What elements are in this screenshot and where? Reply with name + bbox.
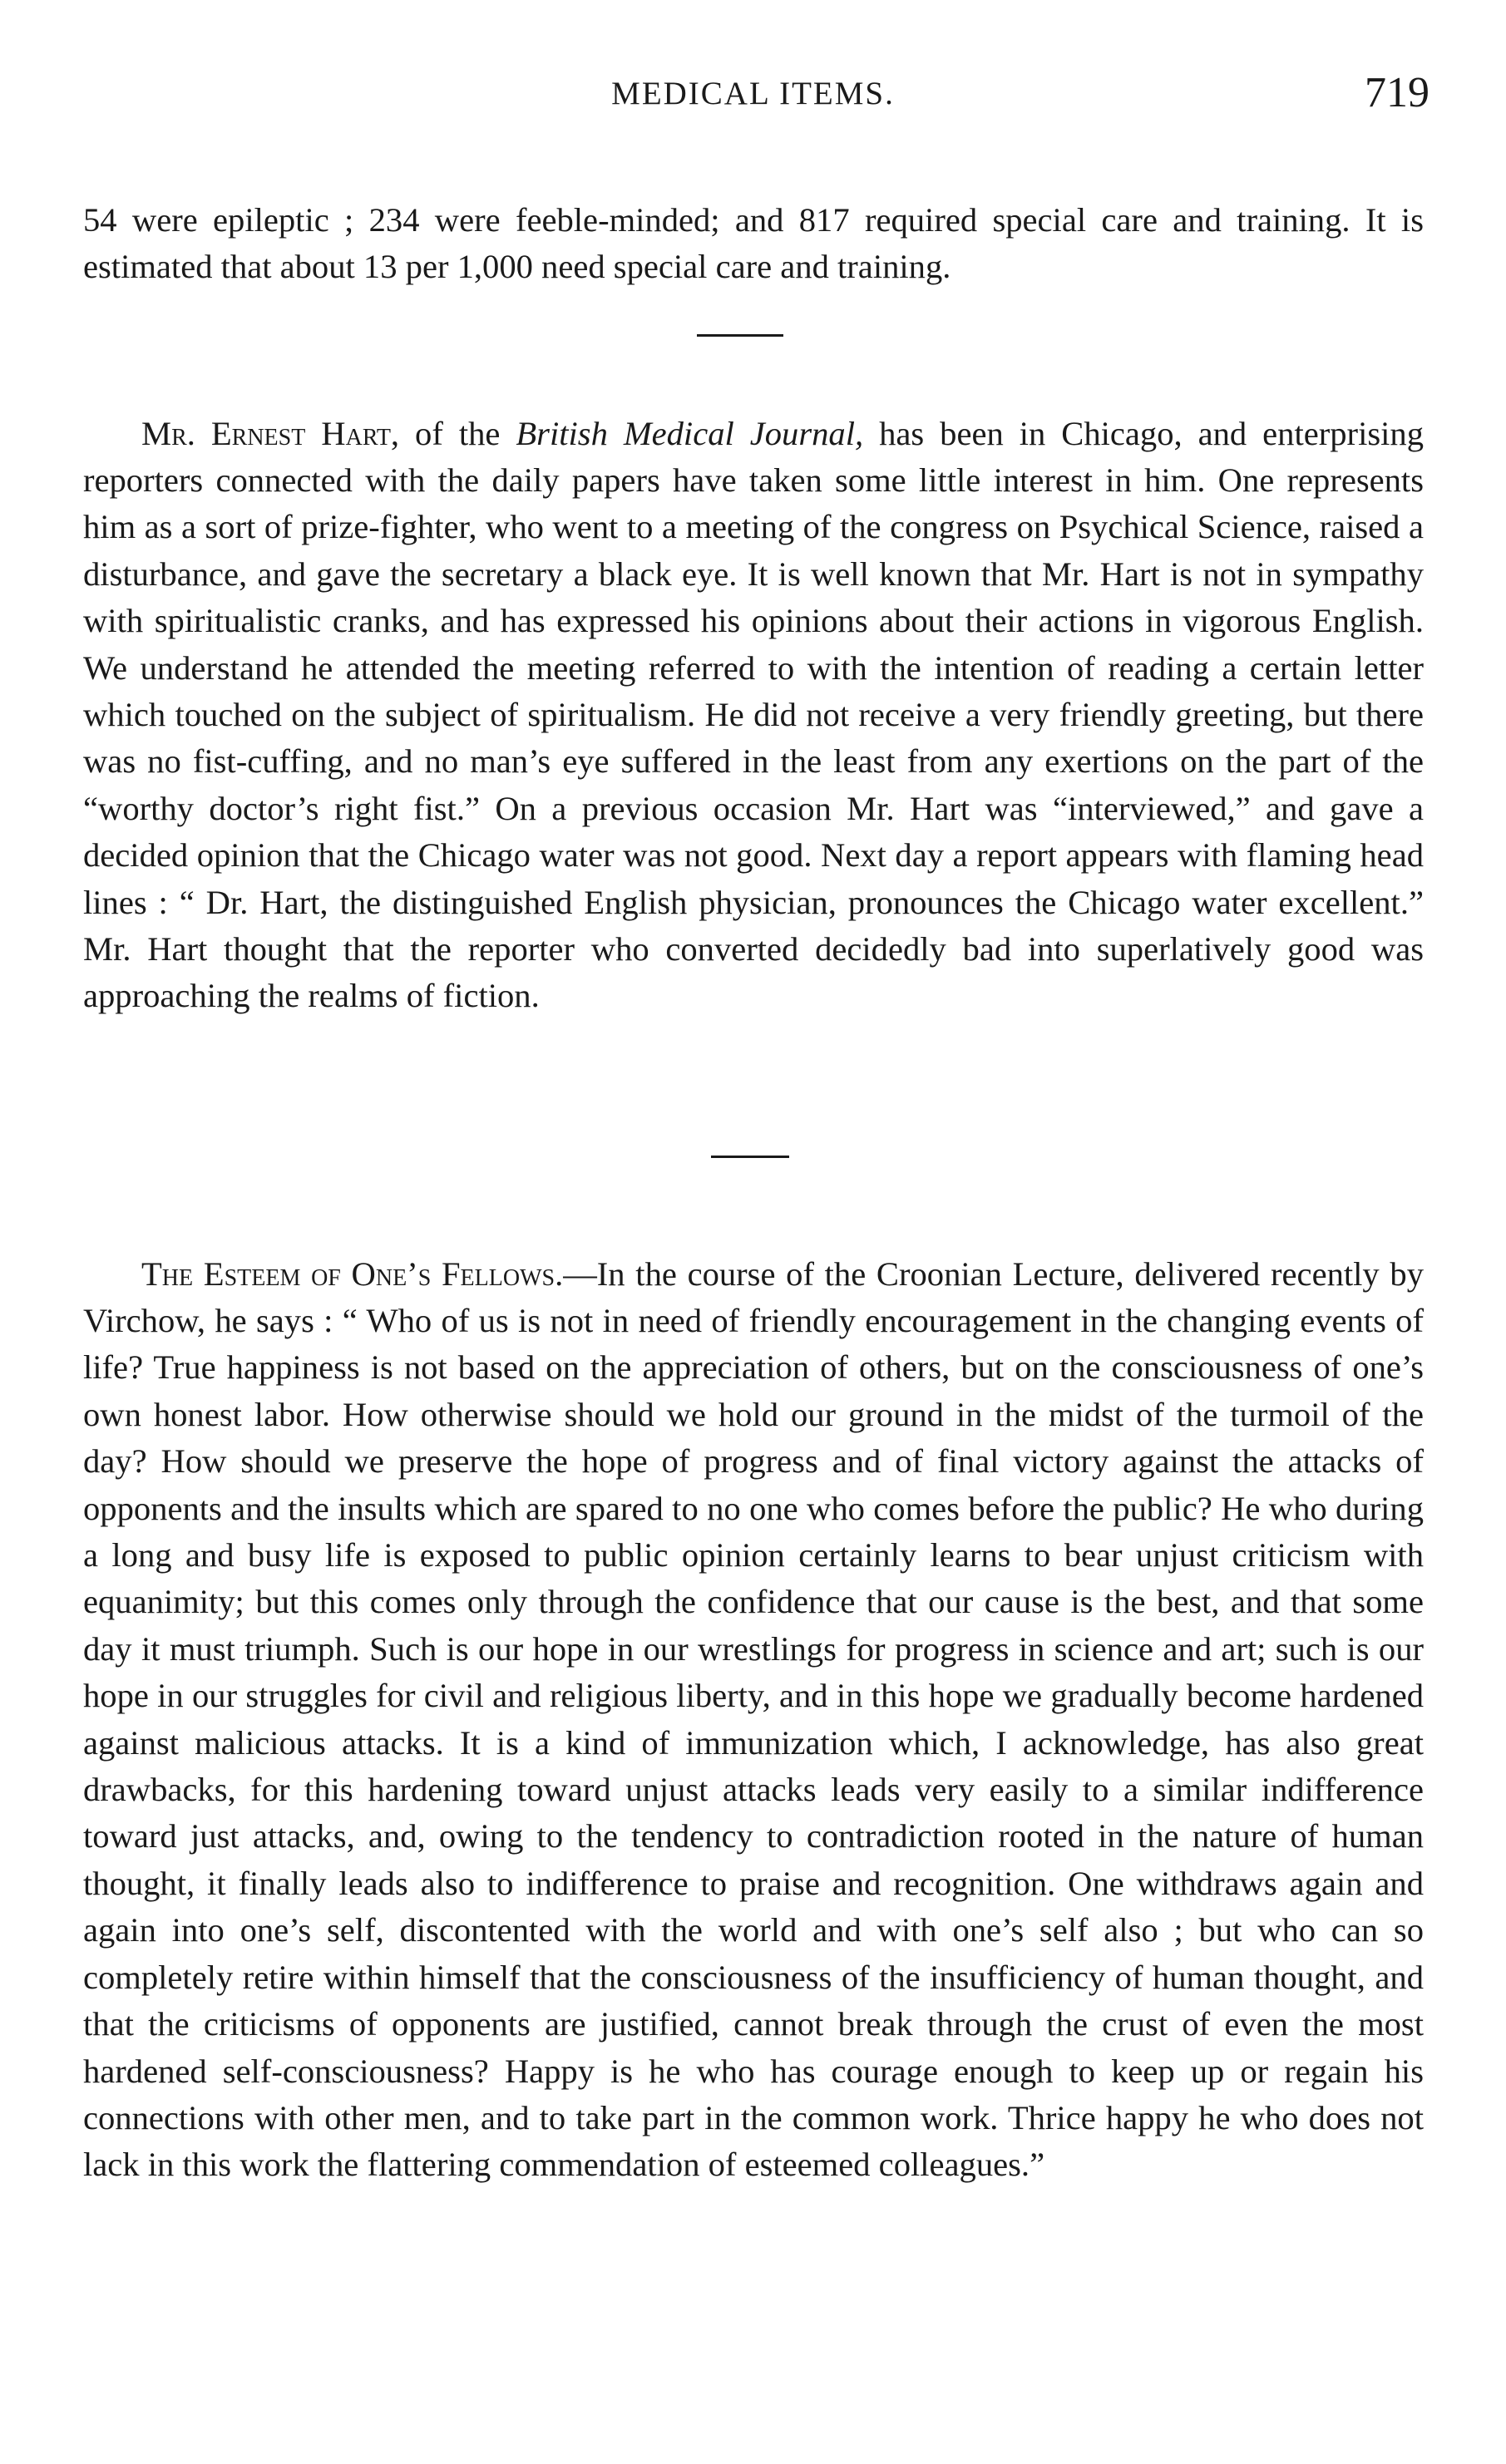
running-title: MEDICAL ITEMS. [611,76,895,111]
paragraph-lead: Mr. Ernest Hart, [141,414,400,452]
section-divider [697,334,783,337]
paragraph-lead: The Esteem of One’s Fellows. [141,1254,564,1293]
paragraph-text: has been in Chicago, and enterprising reporters connected with the daily papers have taken some little interest in him. One represents him as a sort of prize-fighter, who went to a meeting of the congress on Psychical Science, raised a disturbance, and gave the secretary a black eye. It is well known that Mr. Hart is not in sympathy with spiritualistic cranks, and has expressed his opinions about their actions in vigorous English. We understand he attended the meeting referred to with the intention of reading a certain letter which touched on the subject of spiritualism. He did not receive a very friendly greeting, but there was no fist-cuffing, and no man’s eye suffered in the least from any exertions on the part of the “worthy doctor’s right fist.” On a previous occasion Mr. Hart was “interviewed,” and gave a decided opinion that the Chicago water was not good. Next day a report appears with flaming head lines : “ Dr. Hart, the distinguished English physician, pronounces the Chicago water excellent.” Mr. Hart thought that the reporter who converted decidedly bad into superlatively good was approaching the realms of fiction. [83,414,1424,1015]
section-divider [711,1156,789,1158]
paragraph-continuation: 54 were epileptic ; 234 were feeble-minded; and 817 required special care and training. It is estimated that about 13 per 1,000 need special care and training. [83,200,1424,285]
page-number: 719 [1365,69,1429,116]
paragraph-text: —In the course of the Croonian Lecture, delivered recently by Virchow, he says : “ Who of us is not in need of friendly encouragement in the changing events of life? True happiness is not based on the appreciation of others, but on the consciousness of one’s own honest labor. How otherwise should we hold our ground in the midst of the turmoil of the day? How should we preserve the hope of progress and of final victory against the attacks of opponents and the insults which are spared to no one who comes before the public? He who during a long and busy life is exposed to public opinion certainly learns to bear unjust criticism with equanimity; but this comes only through the confidence that our cause is the best, and that some day it must triumph. Such is our hope in our wrestlings for progress in science and art; such is our hope in our struggles for civil and religious liberty, and in this hope we gradually become hardened against malicious attacks. It is a kind of immunization which, I acknowledge, has also great drawbacks, for this hardening toward unjust attacks leads very easily to a similar indifference toward just attacks, and, owing to the tendency to contradiction rooted in the nature of human thought, it finally leads also to indifference to praise and recognition. One withdraws again and again into one’s self, discontented with the world and with one’s self also ; but who can so completely retire within himself that the consciousness of the insufficiency of human thought, and that the criticisms of opponents are justified, cannot break through the crust of even the most hardened self-consciousness? Happy is he who has courage enough to keep up or regain his connections with other men, and to take part in the common work. Thrice happy he who does not lack in this work the flattering commendation of esteemed colleagues.” [83,1254,1424,2184]
paragraph-text: of the [399,414,516,452]
running-head [0,71,1506,121]
paragraph-esteem-of-fellows [83,1251,1424,2189]
journal-title: British Medical Journal, [516,414,864,452]
paragraph-ernest-hart [83,411,1424,1020]
